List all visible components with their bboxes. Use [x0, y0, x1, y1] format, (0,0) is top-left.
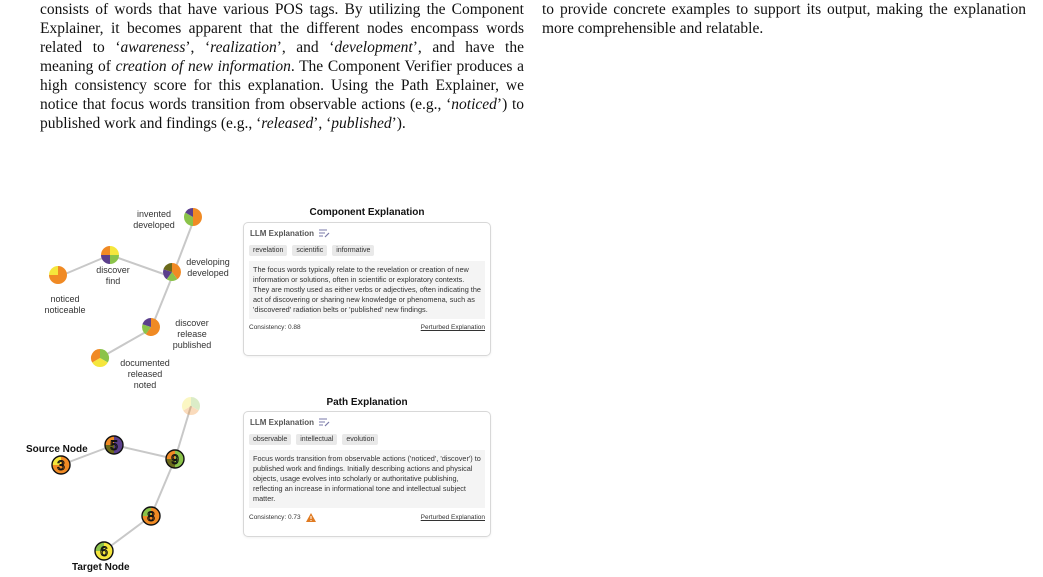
consistency-score: Consistency: 0.73 [249, 514, 301, 521]
tag: intellectual [296, 434, 337, 445]
path-graph-edges [61, 406, 191, 551]
path-explanation-panel [243, 411, 491, 537]
tag-list [244, 427, 490, 445]
perturbed-explanation-link[interactable]: Perturbed Explanation [420, 324, 485, 331]
panel-footer [244, 508, 490, 522]
panel-header-label: LLM Explanation [250, 418, 314, 427]
source-node-label: Source Node [26, 444, 88, 455]
svg-text:8: 8 [147, 508, 155, 524]
svg-text:6: 6 [100, 543, 108, 559]
body-paragraph-right: to provide concrete examples to support its output, making the explanation more comprehensible and relatable. [542, 1, 1026, 37]
consistency-score: Consistency: 0.88 [249, 324, 301, 331]
component-node-documented[interactable] [91, 349, 109, 367]
tag: revelation [249, 245, 287, 256]
component-node-noticed[interactable] [49, 266, 67, 284]
tag: evolution [342, 434, 378, 445]
node-label: discover find [96, 265, 130, 286]
component-panel-title: Component Explanation [309, 207, 425, 218]
component-node-release[interactable] [142, 318, 160, 336]
body-paragraph-left: consists of words that have various POS tags. By utilizing the Component Explainer, it becomes apparent that the different nodes encompass words related to ‘awareness’, ‘realization’, and ‘development’, and have the meaning of creation of new information. The Component Verifier produces a high consistency score for this explanation. Using the Path Explainer, we notice that focus words transition from observable actions (e.g., ‘noticed’) to published work and findings (e.g., ‘released’, ‘published’). [40, 1, 524, 132]
tag: informative [332, 245, 374, 256]
node-label: noticed noticeable [44, 294, 86, 315]
node-label: documented released noted [120, 358, 170, 390]
explanation-text: Focus words transition from observable actions ('noticed', 'discover') to published work and findings. Initially describing actions and physical objects, usage evolves into scholarly or authoritative publishing, reflecting an increase in informational tone and intellectual subject matter. [249, 450, 485, 508]
node-label: invented developed [133, 209, 175, 230]
edit-list-icon[interactable] [319, 229, 330, 238]
path-node-faded[interactable] [182, 397, 200, 415]
component-explanation-panel [243, 222, 491, 356]
path-panel-title: Path Explanation [326, 397, 408, 408]
svg-text:5: 5 [110, 437, 118, 453]
target-node-label: Target Node [72, 562, 130, 573]
path-node-target[interactable] [95, 542, 113, 560]
explanation-text: The focus words typically relate to the revelation or creation of new information or solutions, often in scientific or exploratory contexts. They are mostly used as either verbs or adjectives, often indicating the act of discovering or sharing new knowledge or phenomena, such as 'discovered' radiation belts or 'published' new findings. [249, 261, 485, 319]
component-node-discover[interactable] [101, 246, 119, 264]
panel-footer [244, 319, 490, 331]
tag: scientific [292, 245, 327, 256]
path-node-source[interactable] [52, 456, 70, 474]
tag: observable [249, 434, 291, 445]
panel-header [244, 412, 490, 427]
svg-text:9: 9 [171, 451, 179, 467]
panel-header-label: LLM Explanation [250, 229, 314, 238]
panel-header [244, 223, 490, 238]
node-label: developing developed [186, 257, 230, 278]
edit-list-icon[interactable] [319, 418, 330, 427]
perturbed-explanation-link[interactable]: Perturbed Explanation [420, 514, 485, 521]
node-label: discover release published [172, 318, 212, 350]
component-node-invented[interactable] [184, 208, 202, 226]
figure [0, 195, 540, 577]
tag-list [244, 238, 490, 256]
path-node-5[interactable] [105, 436, 123, 454]
path-node-9[interactable] [166, 450, 184, 468]
svg-text:3: 3 [57, 457, 65, 473]
consistency-group [249, 513, 316, 522]
warning-icon [306, 513, 316, 522]
path-node-8[interactable] [142, 507, 160, 525]
